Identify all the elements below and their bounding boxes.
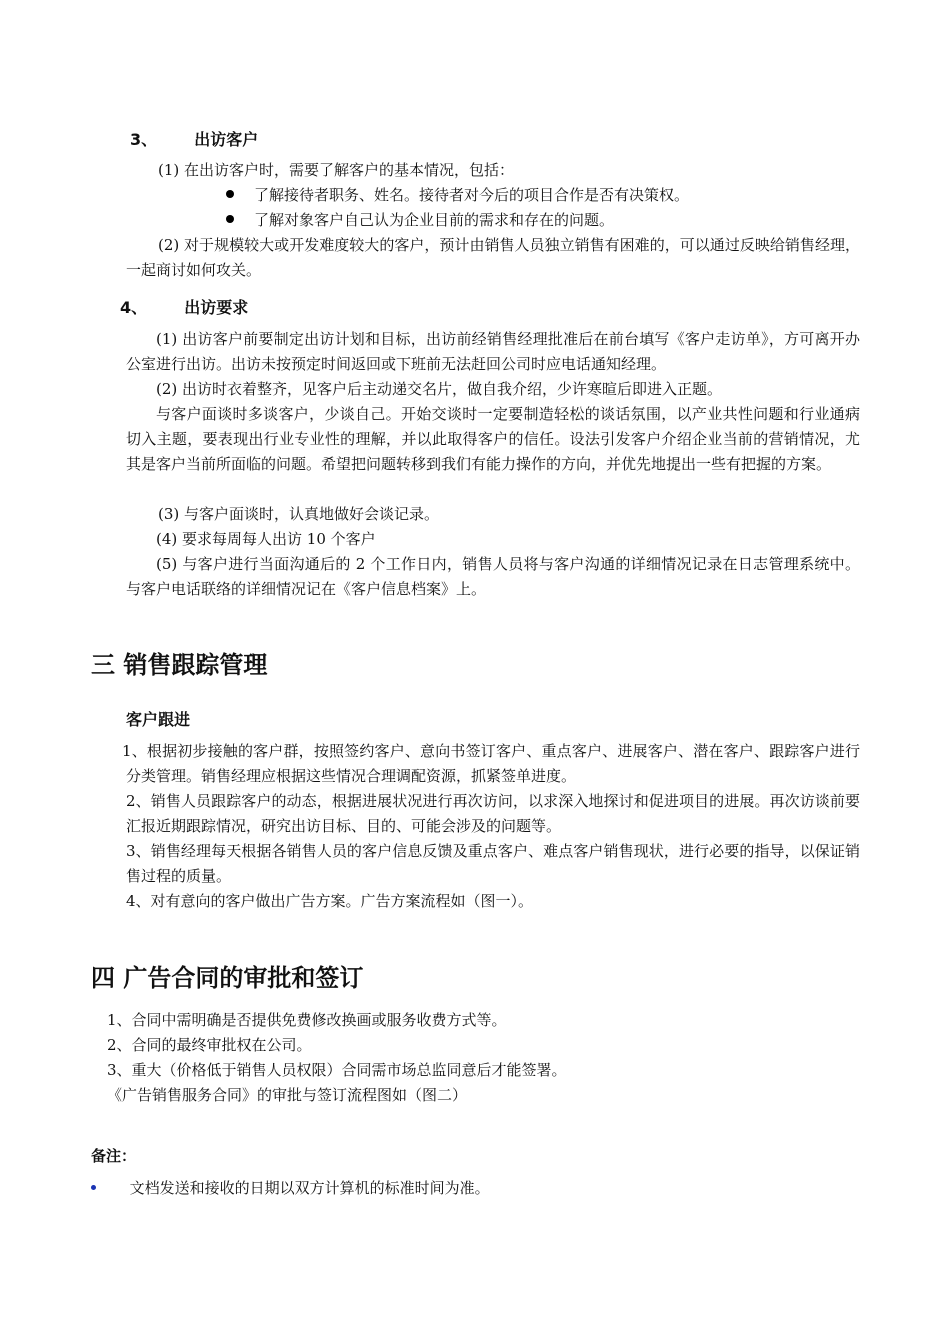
part-4-item-1: 1、合同中需明确是否提供免费修改换画或服务收费方式等。 (107, 1011, 507, 1029)
section-3-title: 出访客户 (194, 130, 259, 149)
part-3-title: 三 销售跟踪管理 (91, 651, 268, 679)
bullet-text: 了解接待者职务、姓名。接待者对今后的项目合作是否有决策权。 (254, 186, 690, 204)
section-4-para-4: (4) 要求每周每人出访 10 个客户 (156, 530, 376, 548)
section-3-heading (130, 127, 258, 150)
part-3-item-4: 4、对有意向的客户做出广告方案。广告方案流程如（图一）。 (126, 892, 534, 910)
note-title: 备注： (91, 1147, 137, 1165)
bullet-icon (226, 190, 234, 198)
bullet-text: 了解对象客户自己认为企业目前的需求和存在的问题。 (254, 211, 615, 229)
part-3-item-1 (122, 739, 860, 789)
section-3-bullet-2 (226, 208, 614, 233)
part-4-item-4: 《广告销售服务合同》的审批与签订流程图如（图二） (107, 1086, 468, 1104)
section-4-title: 出访要求 (184, 298, 249, 317)
section-4-para-3: (3) 与客户面谈时，认真地做好会谈记录。 (158, 505, 440, 523)
section-4-para-2: (2) 出访时衣着整齐，见客户后主动递交名片，做自我介绍，少许寒暄后即进入正题。 (156, 380, 723, 398)
part-3-subtitle: 客户跟进 (126, 710, 191, 729)
section-4-para-5: (5) 与客户进行当面沟通后的 2 个工作日内，销售人员将与客户沟通的详细情况记录在日志管理系统中。与客户电话联络的详细情况记在《客户信息档案》上。 (126, 555, 860, 598)
section-4-para-1: (1) 出访客户前要制定出访计划和目标，出访前经销售经理批准后在前台填写《客户走访单》，方可离开办公室进行出访。出访未按预定时间返回或下班前无法赶回公司时应电话通知经理。 (126, 330, 860, 373)
section-3-number: 3、 (130, 130, 158, 149)
part-4-item-2: 2、合同的最终审批权在公司。 (107, 1036, 312, 1054)
section-4-para-2b: 与客户面谈时多谈客户，少谈自己。开始交谈时一定要制造轻松的谈话氛围，以产业共性问题和行业通病切入主题，要表现出行业专业性的理解，并以此取得客户的信任。设法引发客户介绍企业当前的营销情况，尤其是客户当前所面临的问题。希望把问题转移到我们有能力操作的方向，并优先地提出一些有把握的方案。 (126, 405, 860, 473)
part-3-item-1-text: 1、根据初步接触的客户群，按照签约客户、意向书签订客户、重点客户、进展客户、潜在客户、跟踪客户进行分类管理。销售经理应根据这些情况合理调配资源，抓紧签单进度。 (122, 742, 860, 785)
section-3-bullet-1 (226, 183, 689, 208)
part-4-item-3: 3、重大（价格低于销售人员权限）合同需市场总监同意后才能签署。 (107, 1061, 567, 1079)
bullet-icon (226, 215, 234, 223)
section-3-para-1: (1) 在出访客户时，需要了解客户的基本情况，包括： (158, 161, 515, 179)
section-4-number: 4、 (120, 298, 148, 317)
note-bullet-1 (91, 1176, 490, 1201)
section-3-para-2: (2) 对于规模较大或开发难度较大的客户，预计由销售人员独立销售有困难的，可以通过反映给销售经理，一起商讨如何攻关。 (126, 236, 860, 279)
bullet-icon (91, 1185, 96, 1190)
part-4-title: 四 广告合同的审批和签订 (91, 964, 364, 992)
part-3-item-2: 2、销售人员跟踪客户的动态，根据进展状况进行再次访问，以求深入地探讨和促进项目的进展。再次访谈前要汇报近期跟踪情况，研究出访目标、目的、可能会涉及的问题等。 (126, 792, 860, 835)
section-4-heading (120, 295, 248, 318)
note-bullet-text: 文档发送和接收的日期以双方计算机的标准时间为准。 (129, 1179, 490, 1197)
part-3-item-3: 3、销售经理每天根据各销售人员的客户信息反馈及重点客户、难点客户销售现状，进行必要的指导，以保证销售过程的质量。 (126, 842, 860, 885)
